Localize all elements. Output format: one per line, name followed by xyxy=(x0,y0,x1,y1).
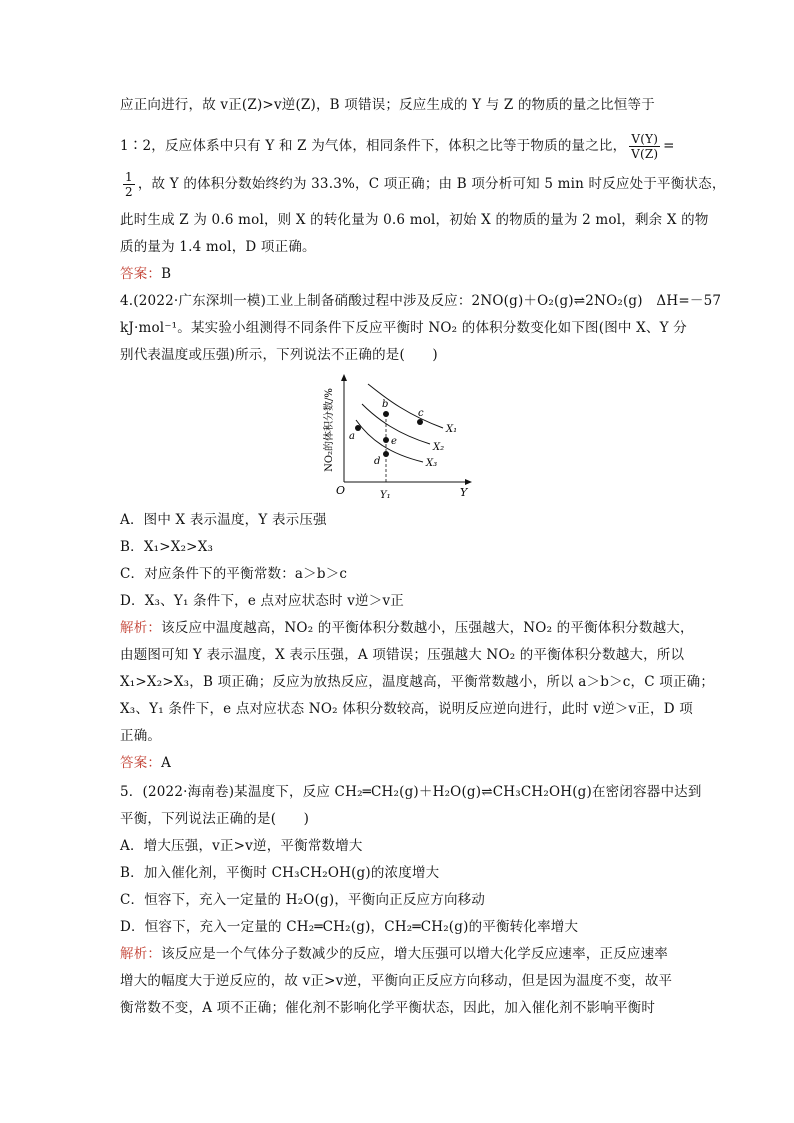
explanation-line: X₃、Y₁ 条件下，e 点对应状态 NO₂ 体积分数较高，说明反应逆向进行，此时 v逆＞v正，D 项 xyxy=(120,701,693,717)
text-line: 应正向进行，故 v正(Z)>v逆(Z)，B 项错误；反应生成的 Y 与 Z 的物质的量之比恒等于 xyxy=(120,97,655,113)
x-tick-label: Y₁ xyxy=(380,490,391,501)
equilibrium-chart xyxy=(318,370,478,502)
text-line: 1∶2，反应体系中只有 Y 和 Z 为气体，相同条件下，体积之比等于物质的量之比， $\frac{V(Y)}{V(Z)}$ = xyxy=(120,132,675,161)
explanation-line: 衡常数不变，A 项不正确；催化剂不影响化学平衡状态，因此，加入催化剂不影响平衡时 xyxy=(120,1000,656,1016)
y-axis-label: NO₂的体积分数/% xyxy=(324,388,335,472)
answer-line: 答案：B xyxy=(120,266,172,282)
point-d xyxy=(383,451,389,457)
option-b: B．加入催化剂，平衡时 CH₃CH₂OH(g)的浓度增大 xyxy=(120,865,440,881)
explanation-line: 正确。 xyxy=(120,728,162,744)
question-5-stem: 5．(2022·海南卷)某温度下，反应 CH₂═CH₂(g)＋H₂O(g)⇌CH₃CH₂OH(g)在密闭容器中达到 xyxy=(120,784,702,800)
question-5-stem: 平衡，下列说法正确的是( ) xyxy=(120,811,310,827)
point-b xyxy=(383,411,389,417)
option-c: C．恒容下，充入一定量的 H₂O(g)，平衡向正反应方向移动 xyxy=(120,892,486,908)
option-a: A．图中 X 表示温度，Y 表示压强 xyxy=(120,512,327,528)
series-line-x1 xyxy=(368,384,443,428)
text-line: 质的量为 1.4 mol，D 项正确。 xyxy=(120,239,316,255)
explanation-line: 由题图可知 Y 表示温度，X 表示压强，A 项错误；压强越大 NO₂ 的平衡体积分数越大，所以 xyxy=(120,647,685,663)
point-e xyxy=(383,437,389,443)
fraction-vy-vz: $\frac{V(Y)}{V(Z)}$ xyxy=(631,132,659,161)
point-b-label: b xyxy=(382,399,389,410)
text-line: $\frac{1}{2}$ ，故 Y 的体积分数始终约为 33.3%，C 项正确；由 B 项分析可知 5 min 时反应处于平衡状态， xyxy=(125,170,726,199)
option-a: A．增大压强，v正>v逆，平衡常数增大 xyxy=(120,838,363,854)
explanation-line: X₁>X₂>X₃，B 项正确；反应为放热反应，温度越高，平衡常数越小，所以 a＞b＞c，C 项正确； xyxy=(120,674,715,690)
explanation-line: 解析：该反应中温度越高，NO₂ 的平衡体积分数越小，压强越大，NO₂ 的平衡体积分数越大， xyxy=(120,620,694,636)
option-c: C．对应条件下的平衡常数：a＞b＞c xyxy=(120,566,348,582)
answer-line: 答案：A xyxy=(120,755,172,771)
point-e-label: e xyxy=(391,436,397,447)
point-c-label: c xyxy=(418,408,424,419)
option-b: B．X₁>X₂>X₃ xyxy=(120,539,214,555)
point-a-label: a xyxy=(349,431,355,442)
series-label-x3: X₃ xyxy=(426,458,438,469)
option-d: D．恒容下，充入一定量的 CH₂═CH₂(g)，CH₂═CH₂(g)的平衡转化率增大 xyxy=(120,919,579,935)
option-d: D．X₃、Y₁ 条件下，e 点对应状态时 v逆＞v正 xyxy=(120,593,404,609)
point-d-label: d xyxy=(374,456,381,467)
x-axis-label: Y xyxy=(460,486,468,499)
series-label-x2: X₂ xyxy=(433,442,445,453)
fraction-half: $\frac{1}{2}$ xyxy=(125,170,133,199)
explanation-line: 解析：该反应是一个气体分子数减少的反应，增大压强可以增大化学反应速率，正反应速率 xyxy=(120,946,669,962)
y-axis-arrow xyxy=(341,374,347,381)
series-label-x1: X₁ xyxy=(446,424,458,435)
text-line: 此时生成 Z 为 0.6 mol，则 X 的转化量为 0.6 mol，初始 X 的物质的量为 2 mol，剩余 X 的物 xyxy=(120,212,709,228)
question-4-stem: 别代表温度或压强)所示，下列说法不正确的是( ) xyxy=(120,347,438,363)
question-4-stem: kJ·mol⁻¹。某实验小组测得不同条件下反应平衡时 NO₂ 的体积分数变化如下图(图中 X、Y 分 xyxy=(120,320,687,336)
point-a xyxy=(355,425,361,431)
x-axis-arrow xyxy=(465,479,472,485)
question-4-stem: 4.(2022·广东深圳一模)工业上制备硝酸过程中涉及反应：2NO(g)＋O₂(g)⇌2NO₂(g) ΔH=－57 xyxy=(120,293,722,309)
explanation-line: 增大的幅度大于逆反应的，故 v正>v逆，平衡向正反应方向移动，但是因为温度不变，故平 xyxy=(120,973,673,989)
origin-label: O xyxy=(336,484,346,497)
point-c xyxy=(417,419,423,425)
